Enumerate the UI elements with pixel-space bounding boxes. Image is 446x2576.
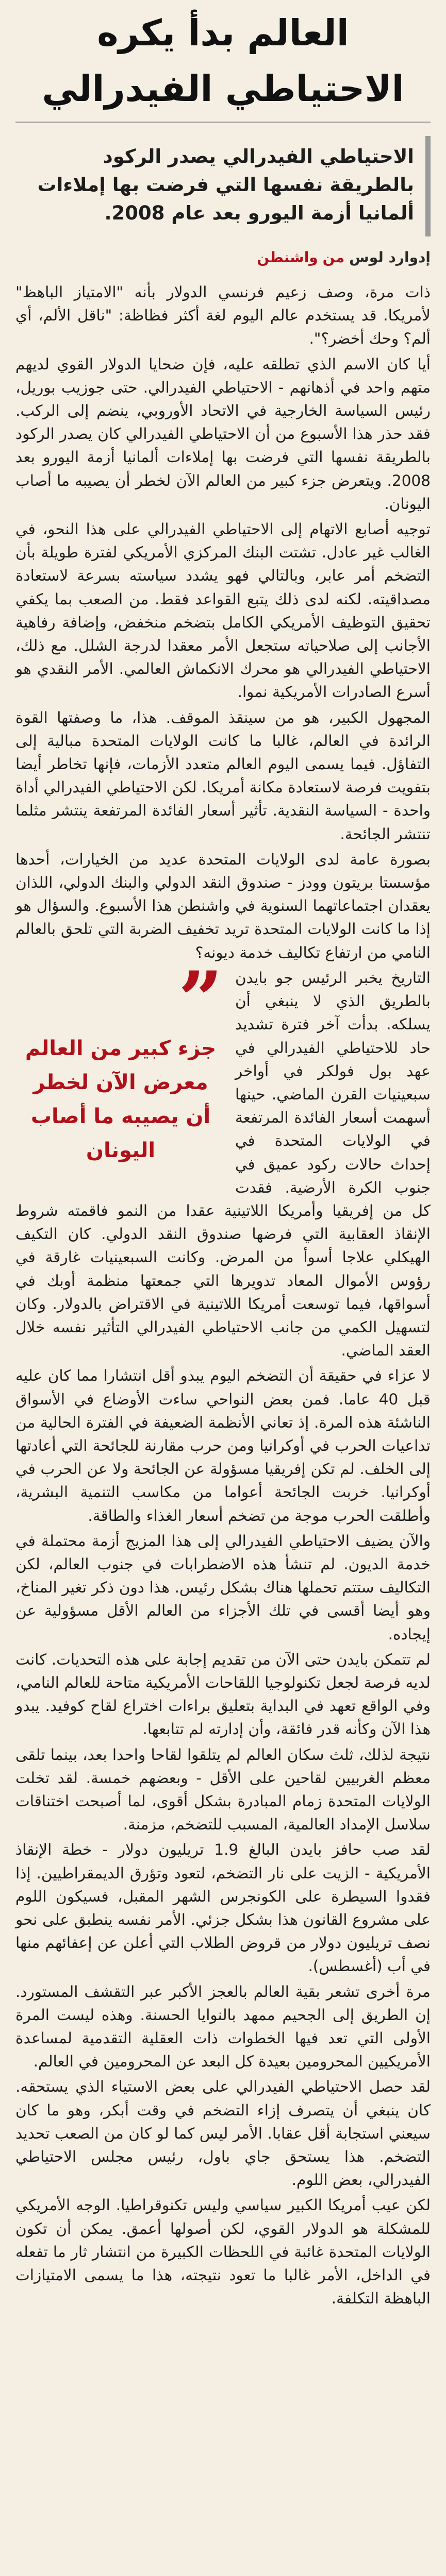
body-paragraph: توجيه أصابع الاتهام إلى الاحتياطي الفيدرالي على هذا النحو، في الغالب غير عادل. تشتت البنك المركزي الأمريكي لفترة طويلة بأن التضخم أمر عابر، وبالتالي فهو يشدد سياسته بسرعة لاستعادة مصداقيته. لكنه لدى ذلك يتبع القواعد فقط. من الصعب بما يكفي تحقيق التوظيف الأمريكي الكامل بتضخم منخفض، وإضافة رفاهية الأجانب إلى صلاحياته ستجعل الأمر معقدا لدرجة الشلل. مع ذلك، الاحتياطي الفيدرالي هو محرك الانكماش العالمي. الأمر النقدي هو أسرع الصادرات الأمريكية نموا. bbox=[15, 520, 431, 701]
byline bbox=[15, 247, 431, 268]
body-paragraph: بصورة عامة لدى الولايات المتحدة عديد من الخيارات، أحدها مؤسستا بريتون وودز - صندوق النقد الدولي والبنك الدولي، اللذان يعقدان اجتماعاتهما السنوية في واشنطن هذا الأسبوع. والسؤال هو إذا ما كانت الولايات المتحدة تريد تخفيف الضربة التي تلحق بالعالم النامي من ارتفاع تكاليف خدمة ديونه؟ bbox=[15, 850, 431, 961]
article-deck: الاحتياطي الفيدرالي يصدر الركود بالطريقة نفسها التي فرضت بها إملاءات ألمانيا أزمة اليورو بعد عام 2008. bbox=[15, 136, 431, 236]
body-paragraph: لا عزاء في حقيقة أن التضخم اليوم يبدو أقل انتشارا مما كان عليه قبل 40 عاما. فمن بعض النواحي ساءت الأوضاع في الأسواق الناشئة هذه المرة. إذ تعاني الأنظمة الضعيفة في الفترة الحالية من تداعيات الحرب في أوكرانيا ومن حرب مقارنة للجائحة التي أعادتها إلى الخلف. لم تكن إفريقيا مسؤولة عن الجائحة ولا عن الحرب في أوكرانيا. خربت الجائحة أعواما من مكاسب التنمية البشرية، وأطلقت الحرب موجة من تضخم أسعار الغذاء والطاقة. bbox=[15, 1367, 431, 1524]
body-paragraph: لقد حصل الاحتياطي الفيدرالي على بعض الاستياء الذي يستحقه. كان ينبغي أن يتصرف إزاء التضخم في وقت أبكر، وهو ما كان سيعني استجابة أقل عقابا. الأمر ليس كما لو كان من الصعب تحديد التضخم. هذا يستحق جاي باول، رئيس مجلس الاحتياطي الفيدرالي، بعض اللوم. bbox=[15, 2078, 431, 2189]
article-body bbox=[15, 281, 431, 2310]
byline-author: إدوارد لوس bbox=[349, 249, 431, 266]
pull-quote-text: جزء كبير من العالم معرض الآن لخطر أن يصيبه ما أصاب اليونان bbox=[25, 1036, 217, 1162]
byline-city: واشنطن bbox=[257, 249, 318, 266]
quote-mark-icon: ” bbox=[178, 954, 223, 1045]
body-paragraph: التاريخ يخبر الرئيس جو بايدن بالطريق الذي لا ينبغي أن يسلكه. بدأت آخر فترة تشديد حاد للاحتياطي الفيدرالي في عهد بول فولكر في أواخر سبعينيات القرن الماضي. حينها أسهمت أسعار الفائدة المرتفعة في الولايات المتحدة في إحداث حالات ركود عميق في جنوب الكرة الأرضية. فقدت كل من إفريقيا وأمريكا اللاتينية عقدا من النمو فاقمته شروط الإنقاذ العقابية التي فرضها صندوق النقد الدولي. كان التكيف الهيكلي علاجا أسوأ من المرض. وكانت السبعينيات غارقة في رؤوس الأموال المعاد تدويرها التي جمعتها منظمة أوبك في أسواقها، فيما توسعت أمريكا اللاتينية في الاقتراض بالدولار. وكان لتسهيل الكمي من جانب الاحتياطي الفيدرالي التأثير نفسه خلال العقد الماضي. bbox=[15, 969, 431, 1360]
body-paragraph: نتيجة لذلك، ثلث سكان العالم لم يتلقوا لقاحا واحدا بعد، بينما تلقى معظم الغربيين لقاحين على الأقل - وبعضهم خمسة. لقد تخلت الولايات المتحدة زمام المبادرة بشكل أقوى، لما أصبحت اختناقات سلاسل الإمداد العالمية، المسبب للتضخم، مزمنة. bbox=[15, 1745, 431, 1834]
body-paragraph: المجهول الكبير، هو من سينقذ الموقف. هذا، ما وصفتها القوة الرائدة في العالم، غالبا ما كانت الولايات المتحدة مبالية إلى التفاؤل. فيما يسمى اليوم العالم متعدد الأزمات، فإنها تخاطر أيضا بتفويت فرصة لاستعادة مكانة أمريكا. لكن الاحتياطي الفيدرالي أداة واحدة - السياسة النقدية. تأثير أسعار الفائدة المرتفعة ينتشر مثلما تنتشر الجائحة. bbox=[15, 708, 431, 843]
body-paragraph: مرة أخرى تشعر بقية العالم بالعجز الأكبر عبر التقشف المستورد. إن الطريق إلى الجحيم ممهد بالنوايا الحسنة. وهذه ليست المرة الأولى التي تعد فيها الخطوات ذات العقلية التقدمية لمساعدة الأمريكيين المحرومين بعيدة كل البعد عن المحرومين في العالم. bbox=[15, 1982, 431, 2071]
body-paragraph: لم تتمكن بايدن حتى الآن من تقديم إجابة على هذه التحديات. كانت لديه فرصة لجعل تكنولوجيا اللقاحات الأمريكية متاحة للعالم النامي، وفي الواقع تعهد في البداية بتعليق براءات اختراع لقاح كوفيد. يبدو هذا الآن وكأنه قدر فائقة، وأن إدارته لم تتابعها. bbox=[15, 1650, 431, 1738]
body-paragraph: ذات مرة، وصف زعيم فرنسي الدولار بأنه "الامتياز الباهظ" لأمريكا. قد يستخدم عالم اليوم لغة أكثر فظاظة: "ناقل الألم، أي ألم؟ وحك أخضر؟". bbox=[15, 283, 431, 348]
headline-divider bbox=[15, 122, 431, 123]
pull-quote bbox=[15, 954, 226, 1173]
body-paragraph: لقد صب حافز بايدن البالغ 1.9 تريليون دولار - خطة الإنقاذ الأمريكية - الزيت على نار التضخم، لتعود وتؤرق الديمقراطيين. إذا فقدوا السيطرة على الكونجرس الشهر المقبل، فسيكون اللوم على مشروع القانون هذا بشكل جزئي. الأمر نفسه ينطبق على نحو نصف تريليون دولار من قروض الطلاب التي أعلن عن إعفائهم منها في أب (أغسطس). bbox=[15, 1841, 431, 1975]
article-headline: العالم بدأ يكره الاحتياطي الفيدرالي bbox=[42, 12, 404, 110]
body-paragraph: لكن عيب أمريكا الكبير سياسي وليس تكنوقراطيا. الوجه الأمريكي للمشكلة هو الدولار القوي، لكن أصولها أعمق. يمكن أن تكون الولايات المتحدة غائبة في اللحظات الكبيرة من انتشار ثار ما تفعله في الداخل، الأمر غالبا ما تعود نتيجته، هذا ما يسمى الامتيازات الباهظة التكلفة. bbox=[15, 2196, 431, 2308]
body-paragraph: والآن يضيف الاحتياطي الفيدرالي إلى هذا المزيج أزمة محتملة في خدمة الديون. لم تنشأ هذه الاضطرابات في جنوب العالم، لكن التكاليف ستتم تحملها هناك بشكل رئيس. هذا دون ذكر تغير المناخ، وهو أيضا أقسى في تلك الأجزاء من العالم الأقل مسؤولية عن إيجاده. bbox=[15, 1532, 431, 1643]
body-paragraph: أيا كان الاسم الذي تطلقه عليه، فإن ضحايا الدولار القوي لديهم متهم واحد في أذهانهم - الاحتياطي الفيدرالي. حتى جوزيب بوريل، رئيس السياسة الخارجية في الاتحاد الأوروبي، ينضم إلى الركب. فقد حذر هذا الأسبوع من أن الاحتياطي الفيدرالي كان يصدر الركود بالطريقة نفسها التي فرضت بها إملاءات ألمانيا أزمة اليورو بعد 2008. ويتعرض جزء كبير من العالم الآن لخطر أن يصيبه ما أصاب اليونان. bbox=[15, 355, 431, 513]
byline-from: من bbox=[322, 249, 345, 266]
